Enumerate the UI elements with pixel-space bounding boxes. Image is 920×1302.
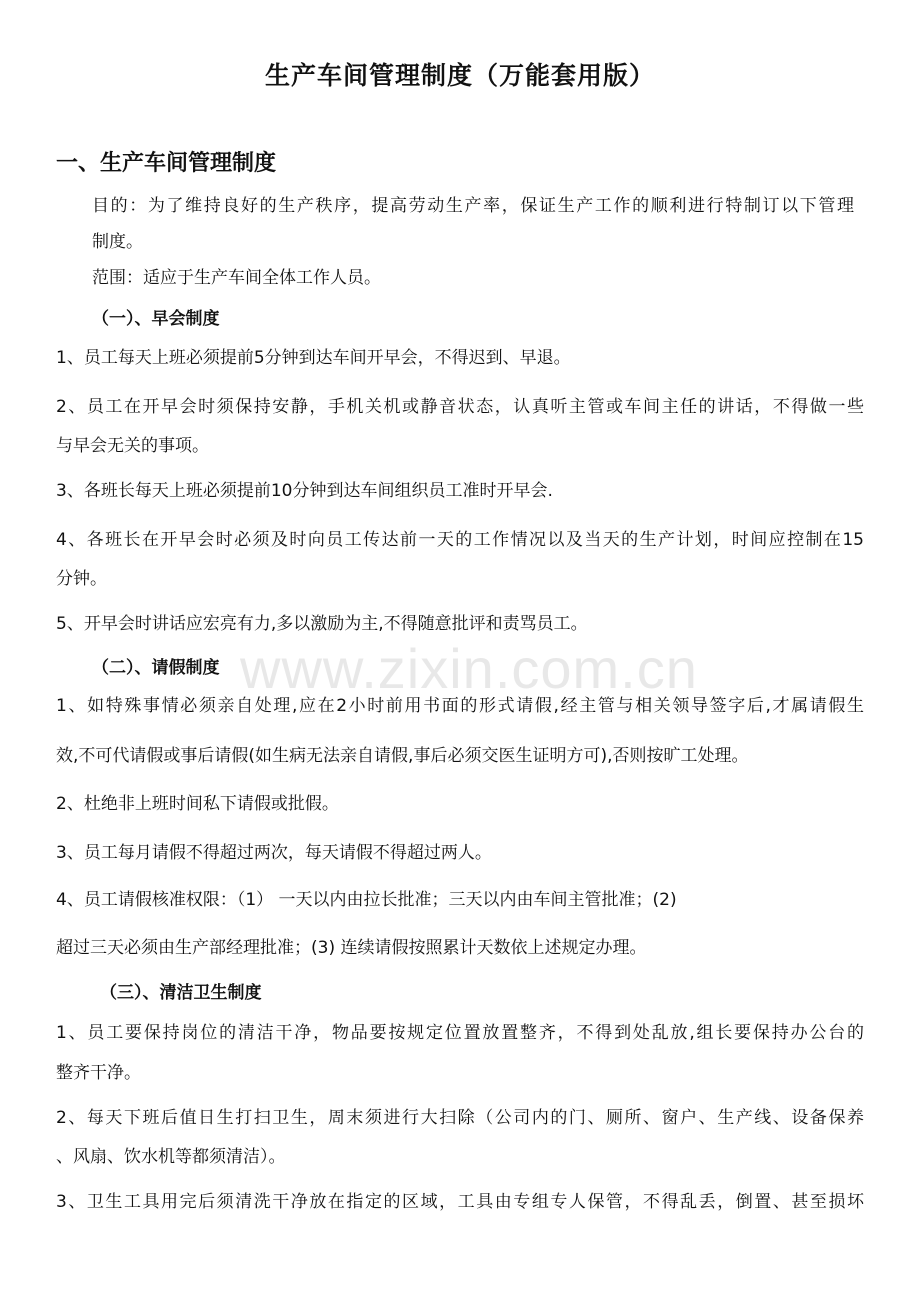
paragraph: 3、各班长每天上班必须提前10分钟到达车间组织员工准时开早会. <box>56 481 553 501</box>
paragraph: 5、开早会时讲话应宏亮有力,多以激励为主,不得随意批评和责骂员工。 <box>56 614 588 634</box>
paragraph: 2、员工在开早会时须保持安静，手机关机或静音状态，认真听主管或车间主任的讲话，不得做一些 <box>56 397 864 417</box>
subsection-heading-leave: （二）、请假制度 <box>92 658 220 678</box>
paragraph: 1、如特殊事情必须亲自处理,应在2小时前用书面的形式请假,经主管与相关领导签字后,才属请假生 <box>56 696 864 716</box>
paragraph: 2、每天下班后值日生打扫卫生，周末须进行大扫除（公司内的门、厕所、窗户、生产线、设备保养 <box>56 1108 864 1128</box>
paragraph: 3、员工每月请假不得超过两次，每天请假不得超过两人。 <box>56 843 492 863</box>
paragraph-cont: 与早会无关的事项。 <box>56 436 209 456</box>
subsection-heading-morning-meeting: （一）、早会制度 <box>92 309 220 329</box>
purpose-text-cont: 制度。 <box>92 232 143 252</box>
scope-text: 范围：适应于生产车间全体工作人员。 <box>92 268 381 288</box>
paragraph: 1、员工每天上班必须提前5分钟到达车间开早会，不得迟到、早退。 <box>56 348 571 368</box>
paragraph-cont: 超过三天必须由生产部经理批准；(3) 连续请假按照累计天数依上述规定办理。 <box>56 938 647 958</box>
paragraph-cont: 分钟。 <box>56 569 107 589</box>
paragraph: 4、各班长在开早会时必须及时向员工传达前一天的工作情况以及当天的生产计划，时间应控制在15 <box>56 530 864 550</box>
purpose-text: 目的：为了维持良好的生产秩序，提高劳动生产率，保证生产工作的顺利进行特制订以下管理 <box>92 196 854 216</box>
watermark-text: www.zixin.com.cn <box>240 637 698 700</box>
paragraph-cont: 整齐干净。 <box>56 1063 141 1083</box>
paragraph: 3、卫生工具用完后须清洗干净放在指定的区域，工具由专组专人保管，不得乱丢，倒置、甚至损坏 <box>56 1192 864 1212</box>
paragraph-cont: 、风扇、饮水机等都须清洁）。 <box>56 1147 286 1167</box>
subsection-heading-cleaning: （三）、清洁卫生制度 <box>100 983 262 1003</box>
paragraph-cont: 效,不可代请假或事后请假(如生病无法亲自请假,事后必须交医生证明方可),否则按旷工处理。 <box>56 746 749 766</box>
page-title: 生产车间管理制度（万能套用版） <box>264 61 655 90</box>
paragraph: 2、杜绝非上班时间私下请假或批假。 <box>56 794 339 814</box>
paragraph: 1、员工要保持岗位的清洁干净，物品要按规定位置放置整齐，不得到处乱放,组长要保持办公台的 <box>56 1023 864 1043</box>
paragraph: 4、员工请假核准权限：（1） 一天以内由拉长批准；三天以内由车间主管批准；(2) <box>56 890 677 910</box>
section-heading: 一、生产车间管理制度 <box>56 151 277 176</box>
